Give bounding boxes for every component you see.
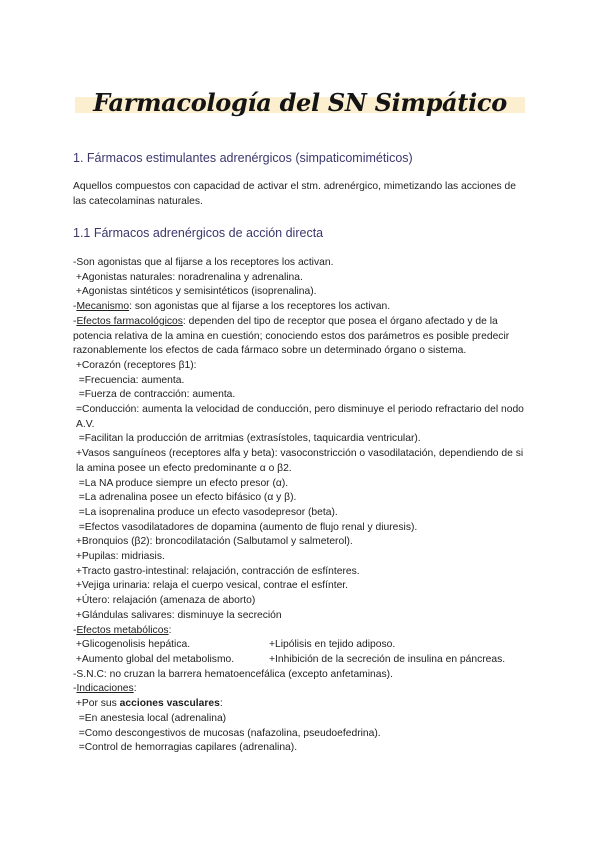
text-span: +Glicogenolisis hepática. [73,639,191,651]
text-line: =Efectos vasodilatadores de dopamina (aumento de flujo renal y diuresis). [73,521,418,533]
text-line: +Útero: relajación (amenaza de aborto) [73,595,256,607]
text-line: =La adrenalina posee un efecto bifásico (α y β). [73,492,297,504]
text-line: =Fuerza de contracción: aumenta. [73,389,236,401]
title-block [75,88,525,124]
text-span: - [73,683,77,695]
text-line: =En anestesia local (adrenalina) [73,712,227,724]
text-span: - [73,301,77,313]
bold-term: acciones vasculares [119,698,220,710]
text-line [73,653,531,668]
underlined-term: Efectos metabólicos [76,624,169,636]
text-line: =Facilitan la producción de arritmias (extrasístoles, taquicardia ventricular). [73,433,421,445]
text-line: =Como descongestivos de mucosas (nafazolina, pseudoefedrina). [73,727,381,739]
text-line [73,315,531,359]
text-line: -S.N.C: no cruzan la barrera hematoencefálica (excepto anfetaminas). [73,668,393,680]
text-line: =Control de hemorragias capilares (adrenalina). [73,742,298,754]
text-line: +Agonistas naturales: noradrenalina y adrenalina. [73,271,303,283]
section-heading-1-1: 1.1 Fármacos adrenérgicos de acción directa [73,226,324,240]
text-span: : [168,624,172,636]
text-line: +Vejiga urinaria: relaja el cuerpo vesical, contrae el esfínter. [73,580,349,592]
text-line: +Agonistas sintéticos y semisintéticos (isoprenalina). [73,286,317,298]
text-line [73,682,531,697]
text-line: +Corazón (receptores β1): [73,359,197,371]
text-line: +Pupilas: midriasis. [73,551,165,563]
section-heading-1: 1. Fármacos estimulantes adrenérgicos (simpaticomiméticos) [73,151,413,165]
text-span: +Lipólisis en tejido adiposo. [269,639,396,651]
underlined-term: Mecanismo [76,301,130,313]
text-span: +Por sus [73,698,120,710]
text-line: =La isoprenalina produce un efecto vasodepresor (beta). [73,506,338,518]
text-span: - [73,315,77,327]
text-span: - [73,624,77,636]
text-line [73,300,531,315]
text-line: =La NA produce siempre un efecto presor (α). [73,477,289,489]
text-line: +Vasos sanguíneos (receptores alfa y beta): vasoconstricción o vasodilatación, dependiendo de si la amina posee un efecto predominante α o β2. [76,448,524,474]
text-line: -Son agonistas que al fijarse a los receptores los activan. [73,257,334,268]
text-line: =Frecuencia: aumenta. [73,374,185,386]
text-span: : [219,698,223,710]
text-span: : dependen del tipo de receptor que posea el órgano afectado y de la potencia relativa de la amina en cuestión; conociendo estos dos parámetros es posible predecir razonablemente los efectos de cada fármaco sobre un determinado órgano o sistema. [73,315,510,357]
text-line [73,697,531,712]
underlined-term: Indicaciones [76,683,134,695]
text-span: : [133,683,137,695]
intro-paragraph: Aquellos compuestos con capacidad de activar el stm. adrenérgico, mimetizando las acciones de las catecolaminas naturales. [73,181,517,207]
text-line: +Bronquios (β2): broncodilatación (Salbutamol y salmeterol). [73,536,353,548]
text-span: : son agonistas que al fijarse a los receptores los activan. [129,301,391,313]
content-body [73,256,531,756]
text-line [73,638,531,653]
text-line: =Conducción: aumenta la velocidad de conducción, pero disminuye el periodo refractario del nodo A.V. [76,404,524,430]
text-span: +Aumento global del metabolismo. [73,653,235,665]
page-title: Farmacología del SN Simpático [93,88,507,117]
text-span: +Inhibición de la secreción de insulina en páncreas. [269,653,506,665]
underlined-term: Efectos farmacológicos [76,315,183,327]
text-line: +Tracto gastro-intestinal: relajación, contracción de esfínteres. [73,565,360,577]
text-line [73,624,531,639]
text-line: +Glándulas salivares: disminuye la secreción [73,609,282,621]
